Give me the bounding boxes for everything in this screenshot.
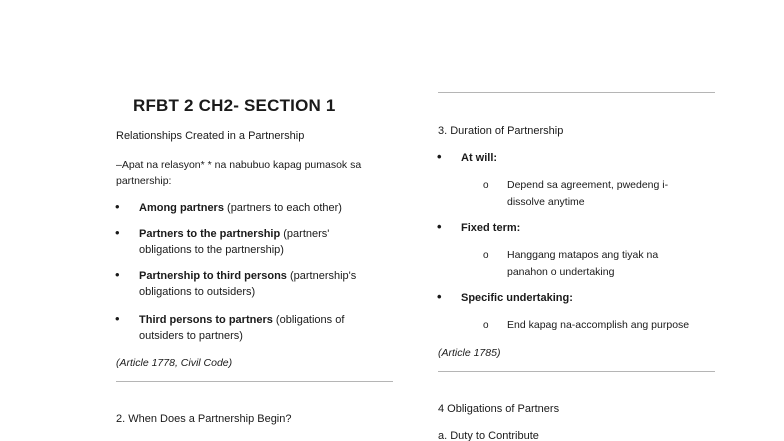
item-bold: Partners to the partnership bbox=[139, 228, 281, 240]
relationship-item bbox=[139, 200, 342, 216]
sub-line-2: panahon o undertaking bbox=[507, 266, 615, 278]
item-bold: Third persons to partners bbox=[139, 314, 273, 326]
duration-subitem bbox=[483, 177, 669, 211]
duration-subitem bbox=[483, 247, 659, 281]
relationship-item bbox=[139, 312, 344, 344]
divider bbox=[438, 92, 715, 93]
item-line-2: obligations to the partnership) bbox=[139, 244, 284, 256]
page-title: RFBT 2 CH2- SECTION 1 bbox=[133, 96, 336, 115]
citation: (Article 1785) bbox=[438, 347, 501, 359]
section-heading: Relationships Created in a Partnership bbox=[116, 130, 305, 142]
sub-marker: o bbox=[483, 180, 489, 191]
intro-line-2: partnership: bbox=[116, 175, 172, 187]
item-bold: Among partners bbox=[139, 202, 224, 214]
divider bbox=[438, 371, 715, 372]
intro-line-1: –Apat na relasyon* * na nabubuo kapag pumasok sa bbox=[116, 159, 362, 171]
item-rest: (partners' bbox=[280, 228, 330, 240]
duration-item: • Fixed term: bbox=[461, 220, 520, 236]
duration-item: • At will: bbox=[461, 150, 497, 166]
next-section-heading: 2. When Does a Partnership Begin? bbox=[116, 413, 292, 425]
item-rest: (partnership's bbox=[286, 270, 357, 282]
section-heading: 3. Duration of Partnership bbox=[438, 125, 564, 137]
sub-line-2: dissolve anytime bbox=[507, 196, 585, 208]
next-subheading: a. Duty to Contribute bbox=[438, 430, 539, 441]
citation: (Article 1778, Civil Code) bbox=[116, 357, 233, 369]
sub-line-1: End kapag na-accomplish ang purpose bbox=[507, 319, 690, 331]
sub-line-1: Depend sa agreement, pwedeng i- bbox=[507, 179, 669, 191]
item-rest: (obligations of bbox=[272, 314, 345, 326]
sub-line-1: Hanggang matapos ang tiyak na bbox=[507, 249, 659, 261]
relationship-item bbox=[139, 226, 329, 258]
item-rest: (partners to each other) bbox=[223, 202, 342, 214]
item-line-2: outsiders to partners) bbox=[139, 330, 243, 342]
duration-subitem bbox=[483, 317, 690, 334]
intro-text bbox=[116, 157, 361, 189]
duration-item: • Specific undertaking: bbox=[461, 290, 573, 306]
relationship-item bbox=[139, 268, 356, 300]
next-section-heading: 4 Obligations of Partners bbox=[438, 403, 560, 415]
item-line-2: obligations to outsiders) bbox=[139, 286, 256, 298]
divider bbox=[116, 381, 393, 382]
sub-marker: o bbox=[483, 320, 489, 331]
sub-marker: o bbox=[483, 250, 489, 261]
item-bold: Partnership to third persons bbox=[139, 270, 287, 282]
